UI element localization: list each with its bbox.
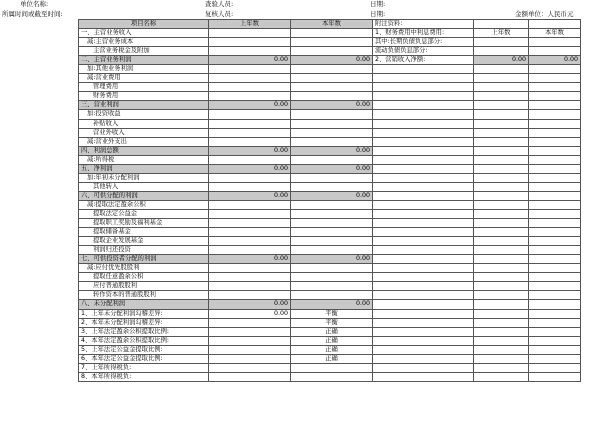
empty-cell	[474, 363, 529, 372]
table-row	[79, 219, 581, 228]
last-year-value	[209, 291, 291, 300]
this-year-value	[291, 291, 373, 300]
this-year-value	[291, 119, 373, 128]
empty-cell	[529, 209, 581, 218]
last-year-value	[209, 228, 291, 237]
table-row	[79, 128, 581, 137]
row-label: 加:投资收益	[79, 110, 209, 119]
row-label: 提取储备基金	[79, 228, 209, 237]
this-year-value	[291, 92, 373, 101]
last-year-value	[209, 128, 291, 137]
last-year-value: 0.00	[209, 146, 291, 155]
this-year-value	[291, 83, 373, 92]
row-label: 二、主营业务利润	[79, 56, 209, 65]
empty-cell	[529, 345, 581, 354]
row-label: 八、未分配利润	[79, 300, 209, 309]
last-year-value	[209, 110, 291, 119]
table-row	[79, 273, 581, 282]
last-year-value	[209, 209, 291, 218]
empty-cell	[529, 182, 581, 191]
table-row	[79, 29, 581, 38]
this-year-value	[291, 47, 373, 56]
empty-cell	[529, 363, 581, 372]
empty-cell	[474, 219, 529, 228]
empty-cell	[373, 146, 474, 155]
last-year-value	[209, 29, 291, 38]
row-label: 补贴收入	[79, 119, 209, 128]
row-label: 其他转入	[79, 182, 209, 191]
check-this-year	[291, 363, 373, 372]
empty-cell	[474, 155, 529, 164]
last-year-value	[209, 74, 291, 83]
table-row	[79, 173, 581, 182]
empty-cell	[529, 318, 581, 327]
table-row	[79, 164, 581, 173]
empty-cell	[474, 255, 529, 264]
row-label: 减:提取法定盈余公积	[79, 200, 209, 209]
check-row	[79, 363, 581, 372]
empty-cell	[373, 128, 474, 137]
note-cell	[529, 20, 581, 29]
last-year-value	[209, 246, 291, 255]
table-row	[79, 92, 581, 101]
empty-cell	[373, 255, 474, 264]
empty-cell	[474, 173, 529, 182]
this-year-value	[291, 173, 373, 182]
note-label: 其中:长期负债负息部分:	[373, 38, 474, 47]
table-row	[79, 74, 581, 83]
empty-cell	[373, 264, 474, 273]
note-this-year: 0.00	[529, 56, 581, 65]
check-this-year: 正确	[291, 345, 373, 354]
row-label: 四、利润总额	[79, 146, 209, 155]
empty-cell	[474, 119, 529, 128]
check-row	[79, 345, 581, 354]
last-year-value: 0.00	[209, 56, 291, 65]
empty-cell	[529, 191, 581, 200]
row-label: 提取企业发展基金	[79, 237, 209, 246]
empty-cell	[529, 92, 581, 101]
empty-cell	[474, 146, 529, 155]
check-this-year: 正确	[291, 336, 373, 345]
check-label: 4、本年法定盈余公积提取比例:	[79, 336, 209, 345]
table-row	[79, 191, 581, 200]
table-row	[79, 300, 581, 309]
table-header-row	[79, 20, 581, 29]
empty-cell	[474, 237, 529, 246]
this-year-value	[291, 264, 373, 273]
empty-cell	[529, 336, 581, 345]
note-last-year	[474, 38, 529, 47]
table-row	[79, 282, 581, 291]
this-year-value: 0.00	[291, 255, 373, 264]
empty-cell	[373, 237, 474, 246]
row-label: 转作资本的普通股股利	[79, 291, 209, 300]
table-row	[79, 255, 581, 264]
table-body	[79, 20, 581, 382]
note-label: 流动负债负息部分:	[373, 47, 474, 56]
empty-cell	[529, 65, 581, 74]
empty-cell	[529, 273, 581, 282]
this-year-value	[291, 237, 373, 246]
check-last-year	[209, 363, 291, 372]
empty-cell	[529, 300, 581, 309]
row-label: 加:其他业务利润	[79, 65, 209, 74]
table-row	[79, 38, 581, 47]
empty-cell	[474, 372, 529, 381]
last-year-value	[209, 47, 291, 56]
row-label: 财务费用	[79, 92, 209, 101]
empty-cell	[373, 372, 474, 381]
check-this-year	[291, 372, 373, 381]
row-label: 加:年初未分配利润	[79, 173, 209, 182]
table-row	[79, 246, 581, 255]
period-label: 所属时间或截至时间:	[2, 10, 63, 18]
row-label: 应付普通股股利	[79, 282, 209, 291]
empty-cell	[373, 200, 474, 209]
row-label: 五、净利润	[79, 164, 209, 173]
empty-cell	[474, 110, 529, 119]
empty-cell	[373, 327, 474, 336]
this-year-value	[291, 137, 373, 146]
empty-cell	[373, 363, 474, 372]
empty-cell	[373, 155, 474, 164]
note-last-year: 0.00	[474, 56, 529, 65]
empty-cell	[373, 354, 474, 363]
this-year-value	[291, 38, 373, 47]
note-cell: 附注资料:	[373, 20, 474, 29]
empty-cell	[474, 101, 529, 110]
this-year-value	[291, 182, 373, 191]
last-year-value	[209, 200, 291, 209]
note-label: 1、财务费用中利息费用:	[373, 29, 474, 38]
this-year-value	[291, 128, 373, 137]
empty-cell	[373, 345, 474, 354]
check-row	[79, 372, 581, 381]
check-label: 2、本年未分配利润勾稽差异:	[79, 318, 209, 327]
empty-cell	[529, 146, 581, 155]
row-label: 管理费用	[79, 83, 209, 92]
row-label: 七、可供投资者分配的利润	[79, 255, 209, 264]
row-label: 提取任意盈余公积	[79, 273, 209, 282]
empty-cell	[474, 164, 529, 173]
table-row	[79, 101, 581, 110]
empty-cell	[529, 228, 581, 237]
empty-cell	[529, 173, 581, 182]
empty-cell	[474, 345, 529, 354]
row-label: 减:营业外支出	[79, 137, 209, 146]
last-year-value	[209, 219, 291, 228]
table-row	[79, 228, 581, 237]
last-year-value	[209, 173, 291, 182]
unit-name-label: 单位名称:	[20, 0, 49, 8]
empty-cell	[474, 200, 529, 209]
row-label: 减:所得税	[79, 155, 209, 164]
row-label: 一、主营业务收入	[79, 29, 209, 38]
empty-cell	[474, 327, 529, 336]
empty-cell	[373, 164, 474, 173]
table-row	[79, 264, 581, 273]
empty-cell	[474, 191, 529, 200]
last-year-value: 0.00	[209, 101, 291, 110]
table-row	[79, 47, 581, 56]
empty-cell	[529, 264, 581, 273]
empty-cell	[373, 182, 474, 191]
check-label: 8、本年所得税负:	[79, 372, 209, 381]
empty-cell	[373, 291, 474, 300]
table-row	[79, 137, 581, 146]
table-row	[79, 182, 581, 191]
table-row	[79, 65, 581, 74]
empty-cell	[474, 336, 529, 345]
empty-cell	[474, 65, 529, 74]
check-label: 1、上年未分配利润勾稽差异:	[79, 309, 209, 318]
this-year-value: 0.00	[291, 300, 373, 309]
empty-cell	[373, 173, 474, 182]
table-row	[79, 155, 581, 164]
this-year-value	[291, 219, 373, 228]
check-row	[79, 354, 581, 363]
empty-cell	[474, 300, 529, 309]
last-year-value	[209, 182, 291, 191]
this-year-value	[291, 273, 373, 282]
empty-cell	[529, 291, 581, 300]
check-this-year: 平衡	[291, 309, 373, 318]
check-row	[79, 318, 581, 327]
this-year-value: 0.00	[291, 101, 373, 110]
note-last-year	[474, 47, 529, 56]
last-year-value	[209, 65, 291, 74]
check-label: 6、本年法定公益金提取比例:	[79, 354, 209, 363]
empty-cell	[529, 137, 581, 146]
reviewer-label: 复核人员:	[205, 10, 234, 18]
empty-cell	[373, 219, 474, 228]
empty-cell	[373, 137, 474, 146]
last-year-value	[209, 137, 291, 146]
this-year-value	[291, 209, 373, 218]
check-label: 5、上年法定公益金提取比例:	[79, 345, 209, 354]
date-label: 日期:	[370, 0, 386, 8]
empty-cell	[373, 65, 474, 74]
empty-cell	[474, 291, 529, 300]
empty-cell	[529, 128, 581, 137]
note-last-year: 上年数	[474, 29, 529, 38]
check-last-year	[209, 318, 291, 327]
empty-cell	[474, 137, 529, 146]
table-row	[79, 291, 581, 300]
last-year-value	[209, 273, 291, 282]
note-label: 2、营销收入净额:	[373, 56, 474, 65]
empty-cell	[529, 83, 581, 92]
table-row	[79, 146, 581, 155]
table-row	[79, 110, 581, 119]
last-year-value	[209, 92, 291, 101]
last-year-value: 0.00	[209, 164, 291, 173]
empty-cell	[529, 282, 581, 291]
table-row	[79, 119, 581, 128]
empty-cell	[529, 155, 581, 164]
last-year-value	[209, 282, 291, 291]
empty-cell	[529, 372, 581, 381]
empty-cell	[474, 318, 529, 327]
currency-unit-label: 金额单位：人民币元	[515, 10, 574, 18]
this-year-value: 0.00	[291, 164, 373, 173]
col-header-this-year: 本年数	[291, 20, 373, 29]
empty-cell	[474, 264, 529, 273]
check-last-year: 0.00	[209, 309, 291, 318]
check-this-year: 平衡	[291, 318, 373, 327]
table-row	[79, 200, 581, 209]
empty-cell	[373, 246, 474, 255]
check-row	[79, 327, 581, 336]
empty-cell	[373, 209, 474, 218]
empty-cell	[474, 273, 529, 282]
check-last-year	[209, 345, 291, 354]
note-this-year	[529, 38, 581, 47]
this-year-value	[291, 29, 373, 38]
empty-cell	[373, 282, 474, 291]
row-label: 营业外收入	[79, 128, 209, 137]
check-row	[79, 336, 581, 345]
this-year-value	[291, 74, 373, 83]
check-last-year	[209, 336, 291, 345]
check-this-year: 正确	[291, 327, 373, 336]
row-label: 减:营业费用	[79, 74, 209, 83]
note-this-year	[529, 47, 581, 56]
empty-cell	[373, 110, 474, 119]
empty-cell	[373, 309, 474, 318]
this-year-value	[291, 228, 373, 237]
last-year-value	[209, 264, 291, 273]
last-year-value	[209, 119, 291, 128]
last-year-value	[209, 83, 291, 92]
this-year-value	[291, 155, 373, 164]
this-year-value: 0.00	[291, 191, 373, 200]
empty-cell	[474, 354, 529, 363]
last-year-value: 0.00	[209, 191, 291, 200]
this-year-value	[291, 200, 373, 209]
table-row	[79, 56, 581, 65]
empty-cell	[373, 228, 474, 237]
empty-cell	[373, 101, 474, 110]
empty-cell	[529, 110, 581, 119]
empty-cell	[474, 92, 529, 101]
income-statement-table	[78, 19, 581, 382]
this-year-value	[291, 65, 373, 74]
empty-cell	[373, 300, 474, 309]
empty-cell	[529, 119, 581, 128]
empty-cell	[474, 182, 529, 191]
check-label: 7、上年所得税负:	[79, 363, 209, 372]
empty-cell	[373, 83, 474, 92]
row-label: 三、营业利润	[79, 101, 209, 110]
empty-cell	[529, 200, 581, 209]
col-header-last-year: 上年数	[209, 20, 291, 29]
empty-cell	[474, 246, 529, 255]
row-label: 主营业务税金及附加	[79, 47, 209, 56]
note-this-year: 本年数	[529, 29, 581, 38]
empty-cell	[529, 309, 581, 318]
empty-cell	[373, 92, 474, 101]
empty-cell	[373, 318, 474, 327]
date-label: 日期:	[370, 10, 386, 18]
empty-cell	[373, 74, 474, 83]
check-last-year	[209, 354, 291, 363]
empty-cell	[529, 101, 581, 110]
empty-cell	[373, 273, 474, 282]
check-last-year	[209, 327, 291, 336]
empty-cell	[373, 191, 474, 200]
this-year-value	[291, 282, 373, 291]
last-year-value	[209, 155, 291, 164]
empty-cell	[474, 228, 529, 237]
this-year-value	[291, 110, 373, 119]
last-year-value: 0.00	[209, 300, 291, 309]
row-label: 六、可供分配的利润	[79, 191, 209, 200]
empty-cell	[474, 209, 529, 218]
empty-cell	[529, 237, 581, 246]
empty-cell	[373, 119, 474, 128]
empty-cell	[373, 336, 474, 345]
last-year-value	[209, 237, 291, 246]
empty-cell	[474, 128, 529, 137]
empty-cell	[529, 74, 581, 83]
empty-cell	[529, 255, 581, 264]
check-last-year	[209, 372, 291, 381]
note-cell	[474, 20, 529, 29]
col-header-item: 项目名称	[79, 20, 209, 29]
this-year-value	[291, 246, 373, 255]
check-row	[79, 309, 581, 318]
this-year-value: 0.00	[291, 146, 373, 155]
table-row	[79, 209, 581, 218]
row-label: 利润归还投资	[79, 246, 209, 255]
empty-cell	[529, 246, 581, 255]
row-label: 减:应付优先股股利	[79, 264, 209, 273]
row-label: 减:主营业务成本	[79, 38, 209, 47]
last-year-value: 0.00	[209, 255, 291, 264]
empty-cell	[474, 282, 529, 291]
empty-cell	[474, 309, 529, 318]
row-label: 提取法定公益金	[79, 209, 209, 218]
empty-cell	[529, 354, 581, 363]
row-label: 提取职工奖励及福利基金	[79, 219, 209, 228]
check-label: 3、上年法定盈余公积提取比例:	[79, 327, 209, 336]
empty-cell	[529, 164, 581, 173]
check-this-year: 正确	[291, 354, 373, 363]
empty-cell	[529, 219, 581, 228]
checker-label: 查验人员:	[205, 0, 234, 8]
this-year-value: 0.00	[291, 56, 373, 65]
empty-cell	[474, 74, 529, 83]
table-row	[79, 83, 581, 92]
last-year-value	[209, 38, 291, 47]
table-row	[79, 237, 581, 246]
empty-cell	[474, 83, 529, 92]
empty-cell	[529, 327, 581, 336]
